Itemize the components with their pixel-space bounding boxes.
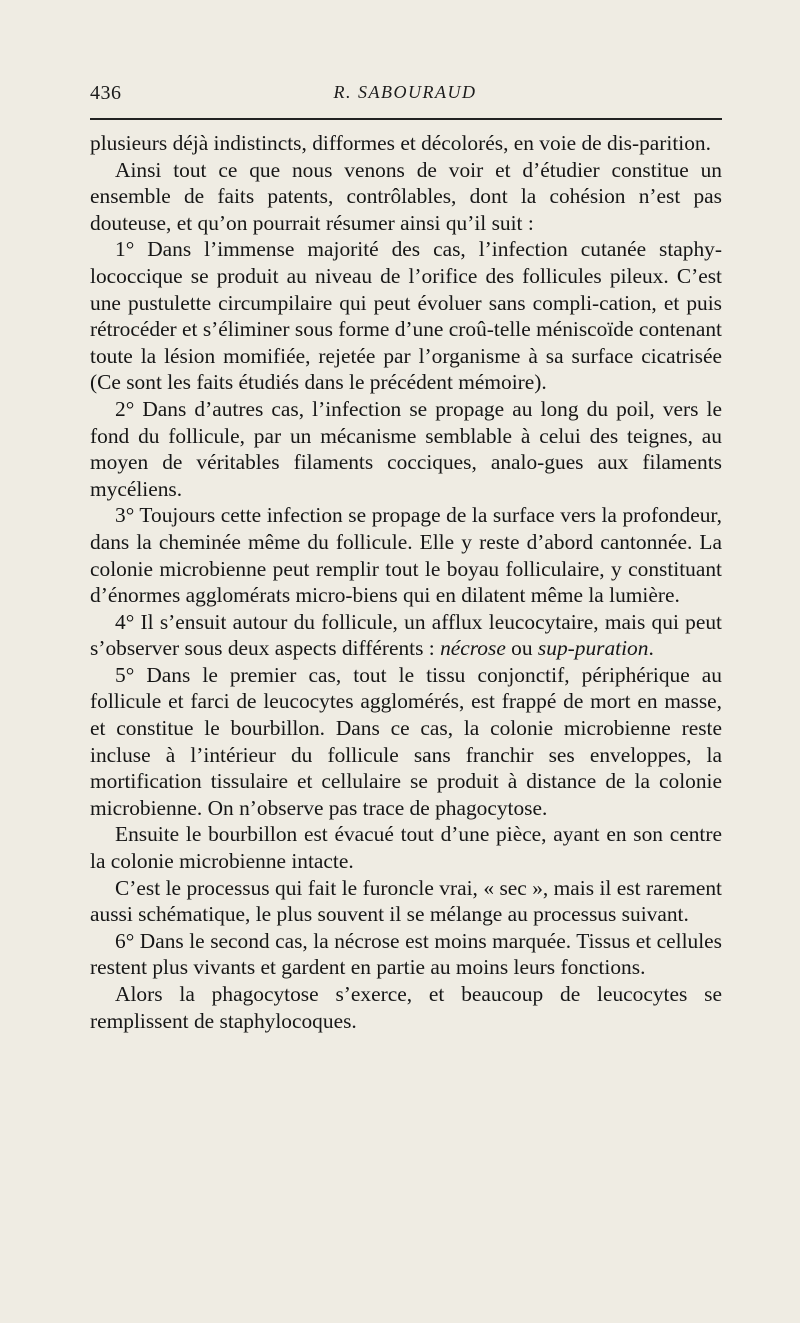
page-number: 436 <box>90 82 122 104</box>
paragraph-phagocytose: Alors la phagocytose s’exerce, et beaucoup de leucocytes se remplissent de staphylocoques. <box>90 982 722 1033</box>
paragraph-point-2: 2° Dans d’autres cas, l’infection se propage au long du poil, vers le fond du follicule, par un mécanisme semblable à celui des teignes, au moyen de véritables filaments cocciques, analo-gues aux filaments mycéliens. <box>90 396 722 501</box>
header-rule <box>90 118 722 120</box>
body-text <box>90 130 722 1034</box>
paragraph-point-6: 6° Dans le second cas, la nécrose est moins marquée. Tissus et cellules restent plus vivants et gardent en partie au moins leurs fonctions. <box>90 928 722 980</box>
term-suppuration: sup-puration <box>537 636 649 661</box>
running-title: R. SABOURAUD <box>333 82 477 102</box>
page-header <box>90 82 720 114</box>
term-necrose: nécrose <box>440 636 506 661</box>
paragraph-point-4 <box>90 609 722 662</box>
paragraph-furoncle: C’est le processus qui fait le furoncle vrai, « sec », mais il est rarement aussi schématique, le plus souvent il se mélange au processus suivant. <box>90 875 722 927</box>
paragraph-point-1: 1° Dans l’immense majorité des cas, l’infection cutanée staphy-lococcique se produit au niveau de l’orifice des follicules pileux. C’est une pustulette circumpilaire qui peut évoluer sans compli-cation, et puis rétrocéder et s’éliminer sous forme d’une croû-telle méniscoïde contenant toute la lésion momifiée, rejetée par l’organisme à sa surface cicatrisée (Ce sont les faits étudiés dans le précédent mémoire). <box>90 237 722 395</box>
paragraph-bourbillon: Ensuite le bourbillon est évacué tout d’une pièce, ayant en son centre la colonie microbienne intacte. <box>90 822 722 874</box>
paragraph-point-5: 5° Dans le premier cas, tout le tissu conjonctif, périphérique au follicule et farci de leucocytes agglomérés, est frappé de mort en masse, et constitue le bourbillon. Dans ce cas, la colonie microbienne reste incluse à l’intérieur du follicule sans franchir ses enveloppes, la mortification tissulaire et cellulaire se produit à distance de la colonie microbienne. On n’observe pas trace de phagocytose. <box>90 662 722 820</box>
paragraph-point-4-text: 4° Il s’ensuit autour du follicule, un afflux leucocytaire, mais qui peut s’observer sous deux aspects différents : <box>90 609 722 661</box>
paragraph-point-4-ou: ou <box>505 636 538 661</box>
paragraph-summary-intro: Ainsi tout ce que nous venons de voir et d’étudier constitue un ensemble de faits patents, contrôlables, dont la cohésion n’est pas douteuse, et qu’on pourrait résumer ainsi qu’il suit : <box>90 157 722 235</box>
paragraph-continuation: plusieurs déjà indistincts, difformes et décolorés, en voie de dis-parition. <box>90 131 711 155</box>
paragraph-point-3: 3° Toujours cette infection se propage de la surface vers la profondeur, dans la cheminée même du follicule. Elle y reste d’abord cantonnée. La colonie microbienne peut remplir tout le boyau folliculaire, y constituant d’énormes agglomérats micro-biens qui en dilatent même la lumière. <box>90 503 722 608</box>
paragraph-point-4-end: . <box>648 636 654 661</box>
